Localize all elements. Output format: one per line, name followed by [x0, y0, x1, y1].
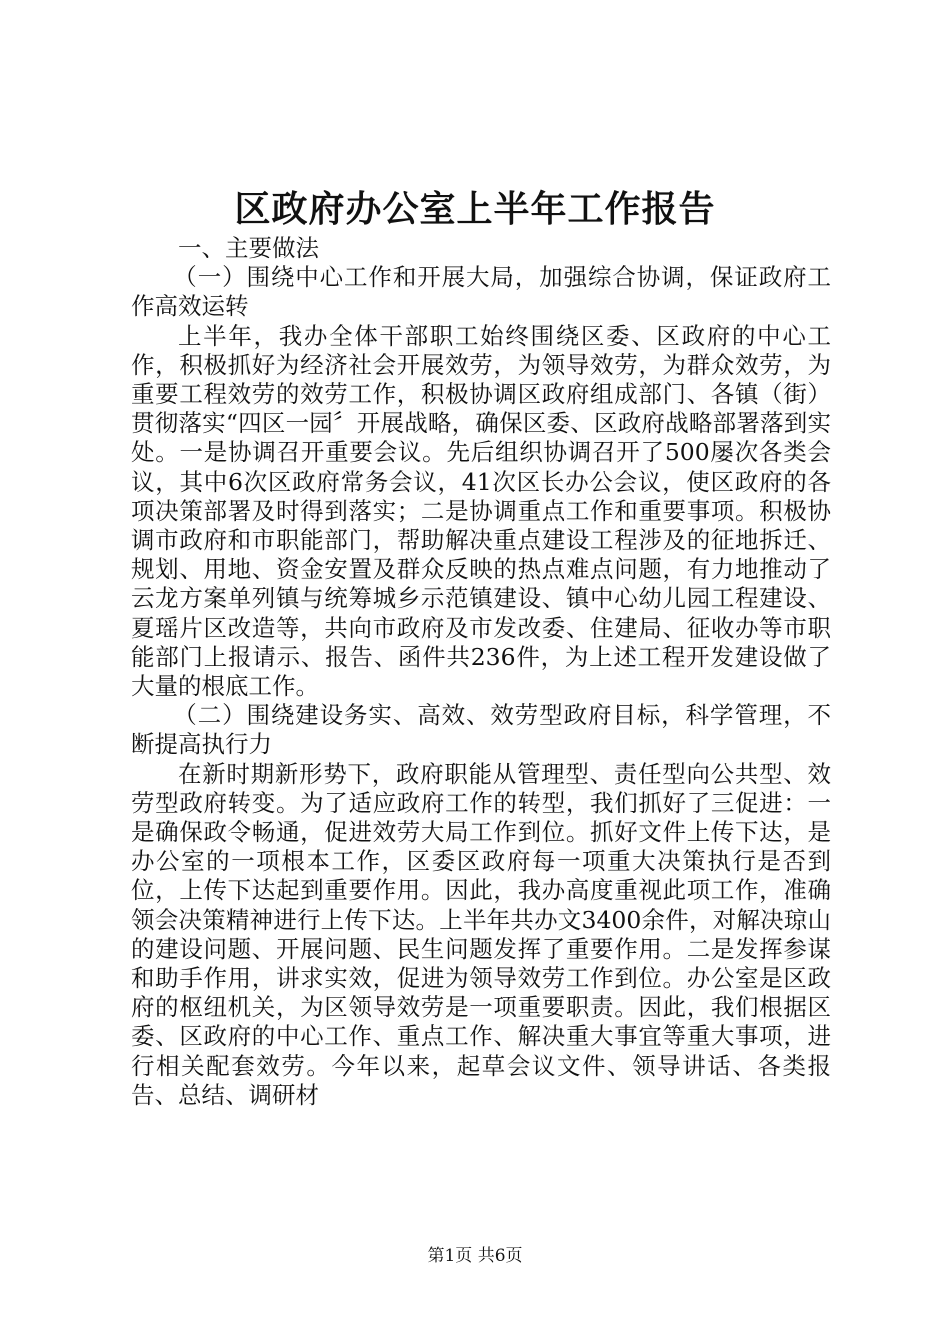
page-number-footer: 第1页 共6页: [427, 1246, 523, 1266]
subsection-heading: （一）围绕中心工作和开展大局，加强综合协调，保证政府工作高效运转: [131, 263, 831, 321]
subsection-heading: （二）围绕建设务实、高效、效劳型政府目标，科学管理，不断提高执行力: [131, 701, 831, 759]
body-paragraph: 上半年，我办全体干部职工始终围绕区委、区政府的中心工作，积极抓好为经济社会开展效劳，为领导效劳，为群众效劳，为重要工程效劳的效劳工作，积极协调区政府组成部门、各镇（街）贯彻落实“四区一园〞开展战略，确保区委、区政府战略部署落到实处。一是协调召开重要会议。先后组织协调召开了500屡次各类会议，其中6次区政府常务会议，41次区长办公会议，使区政府的各项决策部署及时得到落实；二是协调重点工作和重要事项。积极协调市政府和市职能部门，帮助解决重点建设工程涉及的征地拆迁、规划、用地、资金安置及群众反映的热点难点问题，有力地推动了云龙方案单列镇与统筹城乡示范镇建设、镇中心幼儿园工程建设、夏瑶片区改造等，共向市政府及市发改委、住建局、征收办等市职能部门上报请示、报告、函件共236件，为上述工程开发建设做了大量的根底工作。: [131, 321, 831, 701]
body-paragraph: 在新时期新形势下，政府职能从管理型、责任型向公共型、效劳型政府转变。为了适应政府工作的转型，我们抓好了三促进：一是确保政令畅通，促进效劳大局工作到位。抓好文件上传下达，是办公室的一项根本工作，区委区政府每一项重大决策执行是否到位，上传下达起到重要作用。因此，我办高度重视此项工作，准确领会决策精神进行上传下达。上半年共办文3400余件，对解决琼山的建设问题、开展问题、民生问题发挥了重要作用。二是发挥参谋和助手作用，讲求实效，促进为领导效劳工作到位。办公室是区政府的枢纽机关，为区领导效劳是一项重要职责。因此，我们根据区委、区政府的中心工作、重点工作、解决重大事宜等重大事项，进行相关配套效劳。今年以来，起草会议文件、领导讲话、各类报告、总结、调研材: [131, 759, 831, 1109]
section-heading: 一、主要做法: [178, 234, 319, 262]
document-body: [131, 234, 831, 1110]
document-title: 区政府办公室上半年工作报告: [234, 188, 716, 230]
